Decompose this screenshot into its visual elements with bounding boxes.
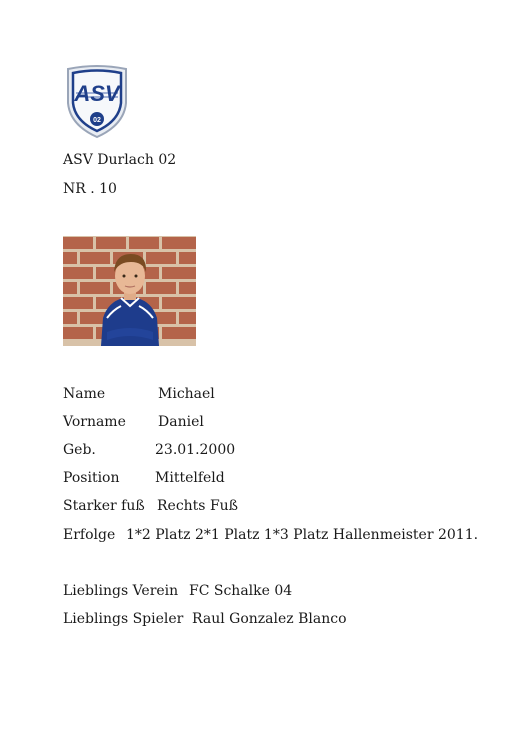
asv-shield-icon — [64, 63, 130, 139]
club-name: ASV Durlach 02 — [63, 152, 177, 168]
profile-label: Name — [63, 386, 106, 402]
profile-value: FC Schalke 04 — [189, 583, 293, 599]
profile-value: Rechts Fuß — [157, 498, 239, 514]
profile-label: Geb. — [63, 442, 96, 458]
profile-label: Erfolge — [63, 527, 116, 543]
logo-letters: ASV — [74, 81, 120, 106]
profile-value: Mittelfeld — [155, 470, 225, 486]
player-photo-image — [63, 236, 196, 346]
jersey-number: NR . 10 — [63, 181, 117, 197]
profile-label: Starker fuß — [63, 498, 145, 514]
profile-value: Michael — [158, 386, 215, 402]
profile-label: Position — [63, 470, 120, 486]
profile-label: Lieblings Spieler — [63, 611, 184, 627]
profile-value: 1*2 Platz 2*1 Platz 1*3 Platz Hallenmeister 2011. — [126, 527, 479, 543]
profile-value: Raul Gonzalez Blanco — [192, 611, 347, 627]
profile-value: Daniel — [158, 414, 204, 430]
player-photo — [63, 236, 196, 346]
logo-sub: 02 — [93, 117, 101, 124]
profile-label: Vorname — [63, 414, 126, 430]
profile-label: Lieblings Verein — [63, 583, 179, 599]
profile-value: 23.01.2000 — [155, 442, 236, 458]
club-logo — [64, 63, 130, 139]
